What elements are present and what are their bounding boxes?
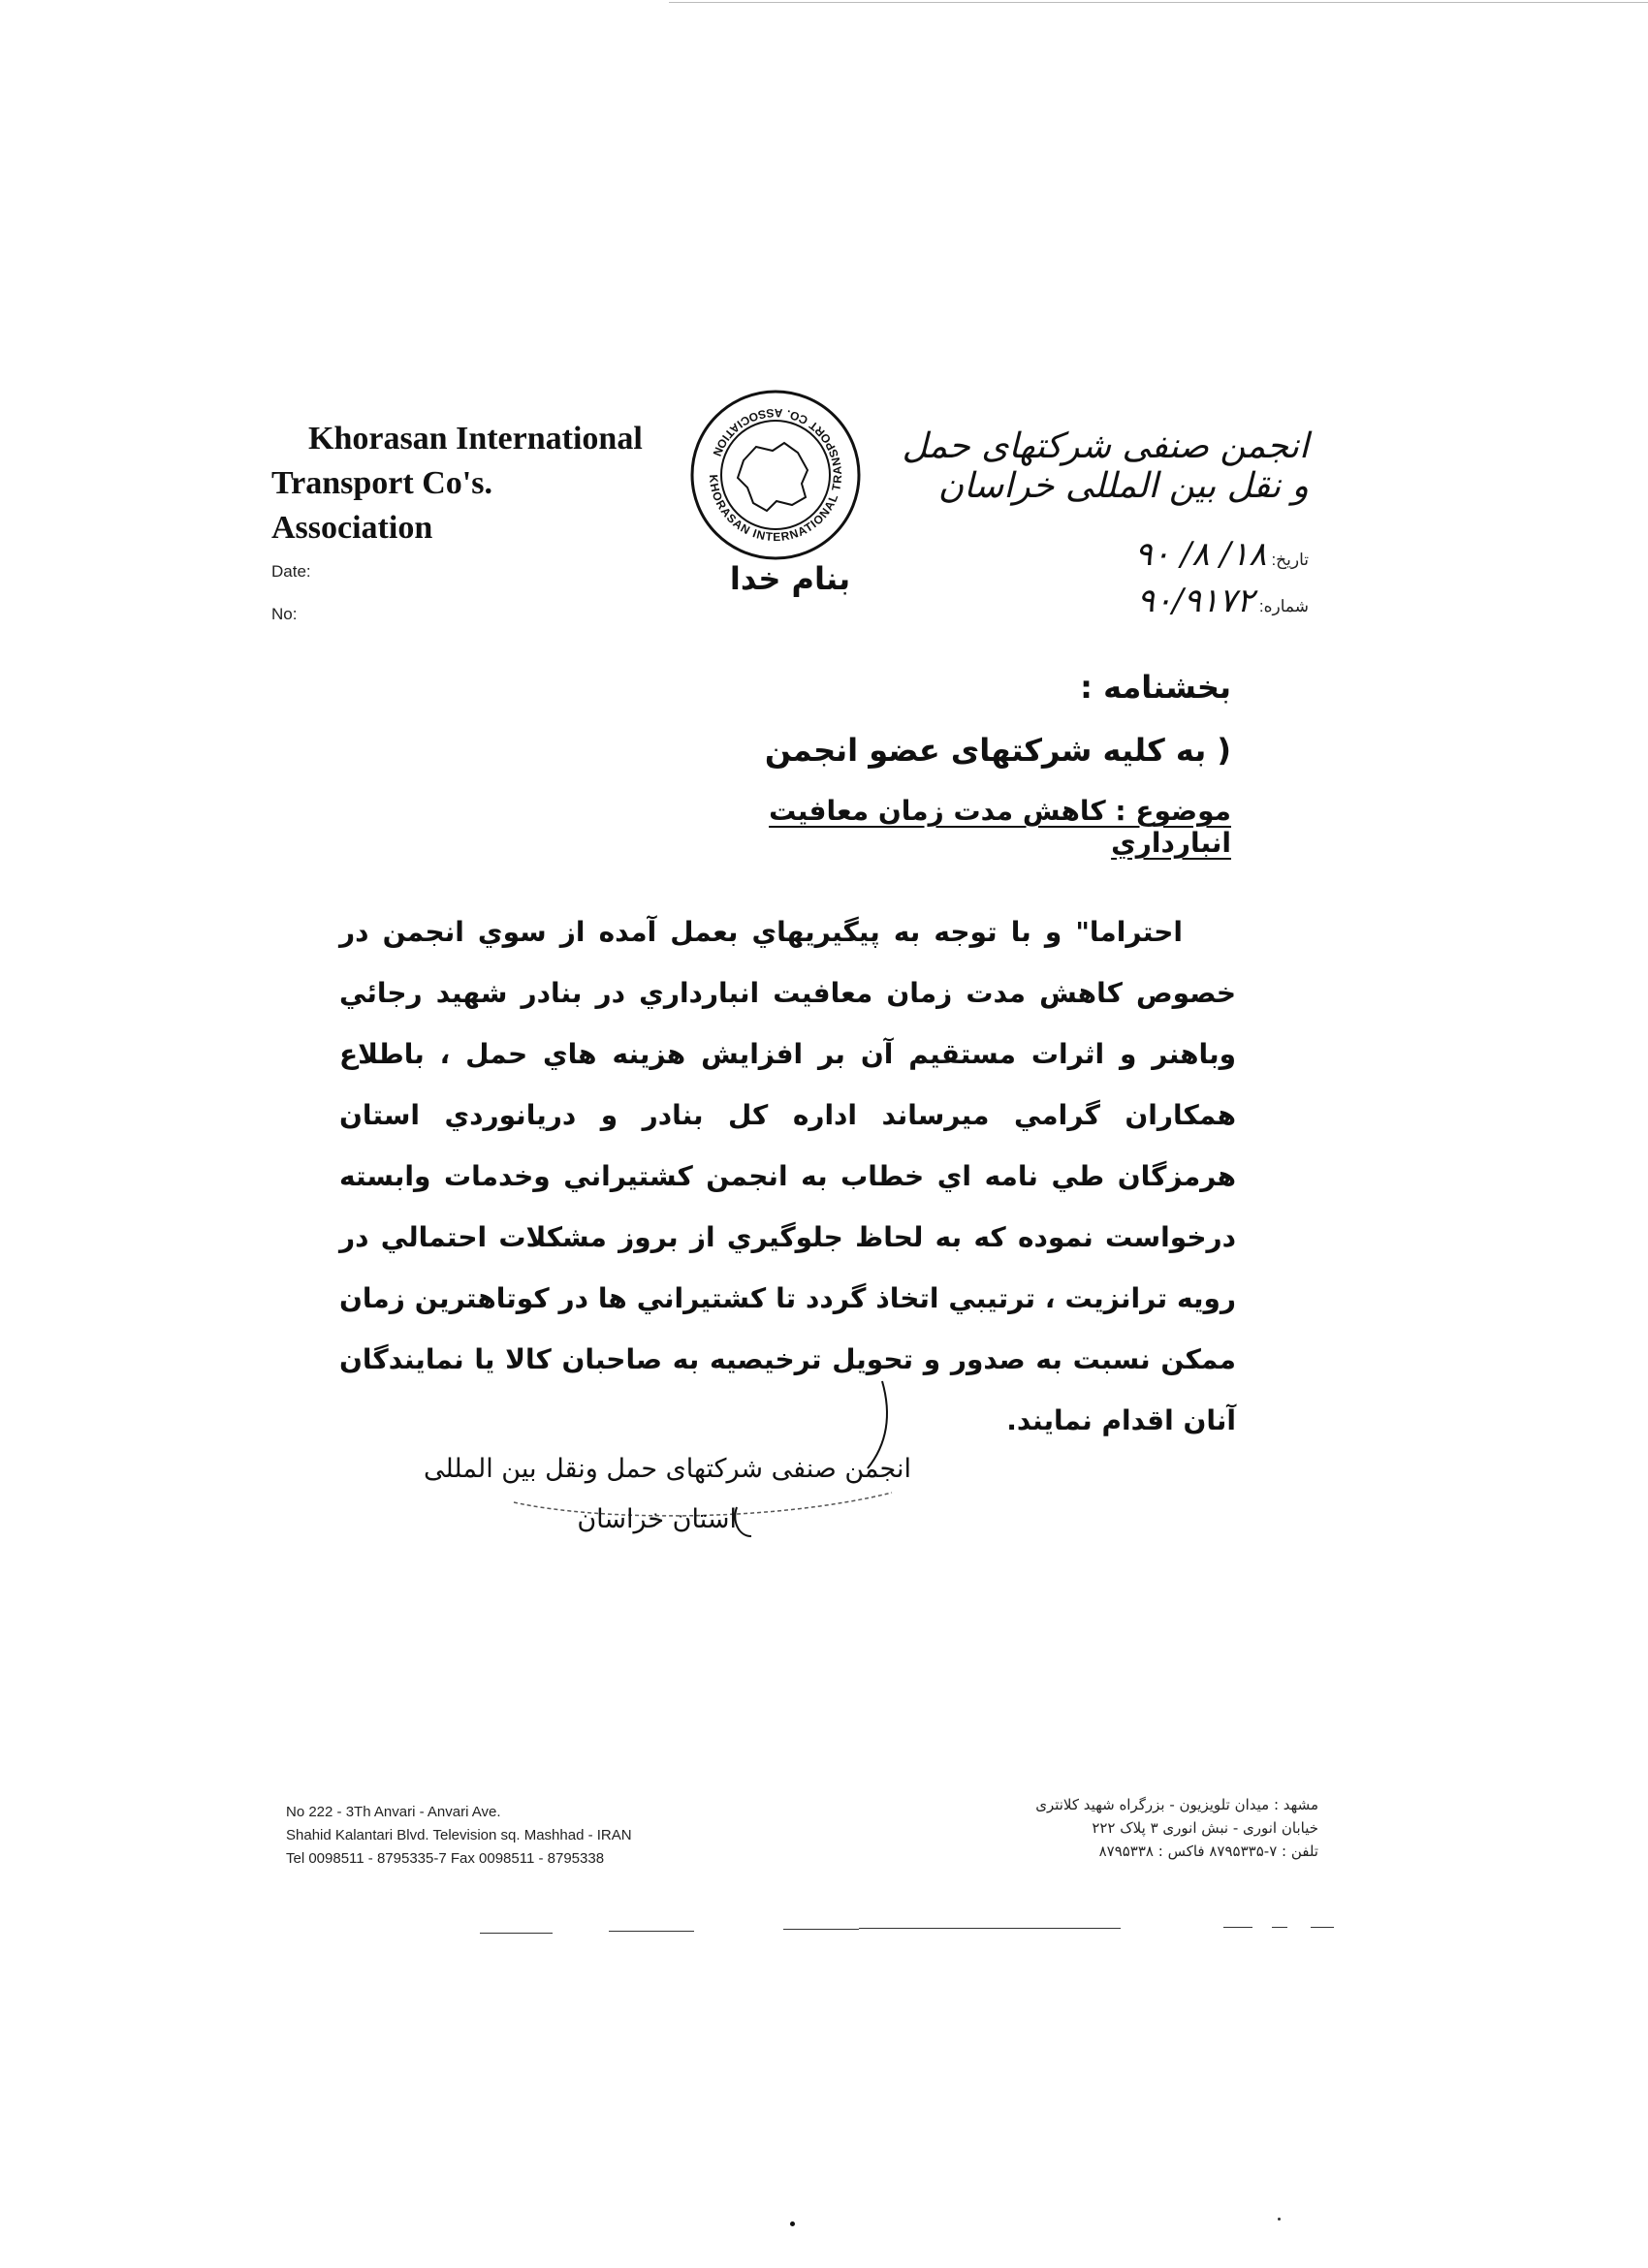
footer-en-line3: Tel 0098511 - 8795335-7 Fax 0098511 - 8795338 — [286, 1850, 605, 1867]
seal-text: KHORASAN INTERNATIONAL TRANSPORT CO. ASSOCIATION — [706, 405, 845, 545]
footer-fa-line2: خیابان انوری - نبش انوری ۳ پلاک ۲۲۲ — [1092, 1819, 1318, 1837]
footer-en-line1: No 222 - 3Th Anvari - Anvari Ave. — [286, 1804, 501, 1820]
seal-icon — [683, 383, 868, 567]
footer-rule-1 — [480, 1933, 553, 1934]
footer-address-en — [286, 1801, 771, 1871]
letter-type: بخشنامه : — [1080, 669, 1231, 706]
number-row-fa — [1066, 582, 1309, 620]
letter-subject: موضوع : کاهش مدت زمان معافیت انبارداري — [769, 795, 1231, 859]
scan-speck — [790, 2221, 795, 2226]
footer-fa-line3: تلفن : ۷-۸۷۹۵۳۳۵ فاکس : ۸۷۹۵۳۳۸ — [1098, 1843, 1318, 1860]
footer-en-line2: Shahid Kalantari Blvd. Television sq. Mashhad - IRAN — [286, 1827, 632, 1843]
footer-rule-3 — [783, 1929, 859, 1930]
svg-text:KHORASAN INTERNATIONAL TRANSPO — [707, 406, 844, 544]
number-label-en: No: — [271, 605, 298, 623]
signature-line1: انجمن صنفی شرکتهای حمل ونقل بین المللی — [423, 1454, 911, 1484]
footer-rule-2 — [609, 1931, 694, 1932]
footer-rule-4 — [859, 1928, 1121, 1929]
bismillah: بنام خدا — [729, 560, 851, 597]
letter-recipient: ( به کلیه شرکتهای عضو انجمن — [764, 732, 1231, 769]
scan-speck — [1278, 2218, 1281, 2221]
footer-rule-5 — [1223, 1927, 1252, 1928]
footer-rule-6 — [1272, 1927, 1287, 1928]
scan-edge-line — [669, 2, 1648, 3]
english-name-line1: Khorasan International — [308, 421, 643, 457]
footer-rule-7 — [1311, 1927, 1334, 1928]
letter-body: احتراما" و با توجه به پيگيريهاي بعمل آمده از سوي انجمن در خصوص كاهش مدت زمان معافيت انبارداري در بنادر شهيد رجائي وباهنر و اثرات مستقيم آن بر افزايش هزينه هاي حمل ، باطلاع همكاران گرامي ميرساند اداره كل بنادر و دريانوردي استان هرمزگان طي نامه اي خطاب به انجمن كشتيراني وخدمات وابسته درخواست نموده كه به لحاظ جلوگيري از بروز مشكلات احتمالي در رويه ترانزيت ، ترتيبي اتخاذ گردد تا كشتيراني ها در كوتاهترين زمان ممكن نسبت به صدور و تحويل ترخيصيه به صاحبان كالا يا نمايندگان آنان اقدام نمايند. — [339, 916, 1236, 1436]
number-label-fa: شماره: — [1258, 597, 1309, 615]
association-seal — [683, 383, 868, 567]
persian-letterhead: انجمن صنفی شرکتهای حمل و نقل بین المللی خراسان — [902, 426, 1309, 506]
date-value: ۱۸/ ۸/ ۹۰ — [1134, 535, 1267, 574]
date-label-fa: تاریخ: — [1271, 551, 1309, 569]
footer-fa-line1: مشهد : میدان تلویزیون - بزرگراه شهید کلانتری — [1035, 1796, 1318, 1813]
date-label-en: Date: — [271, 562, 311, 581]
footer-address-fa — [931, 1793, 1318, 1863]
signature-line2: استان خراسان — [577, 1504, 737, 1534]
english-letterhead — [271, 417, 659, 551]
number-value: ۹۰/۹۱۷۲ — [1136, 582, 1254, 620]
date-row-fa — [1066, 535, 1309, 574]
english-name-line2: Transport Co's. Association — [271, 465, 492, 546]
